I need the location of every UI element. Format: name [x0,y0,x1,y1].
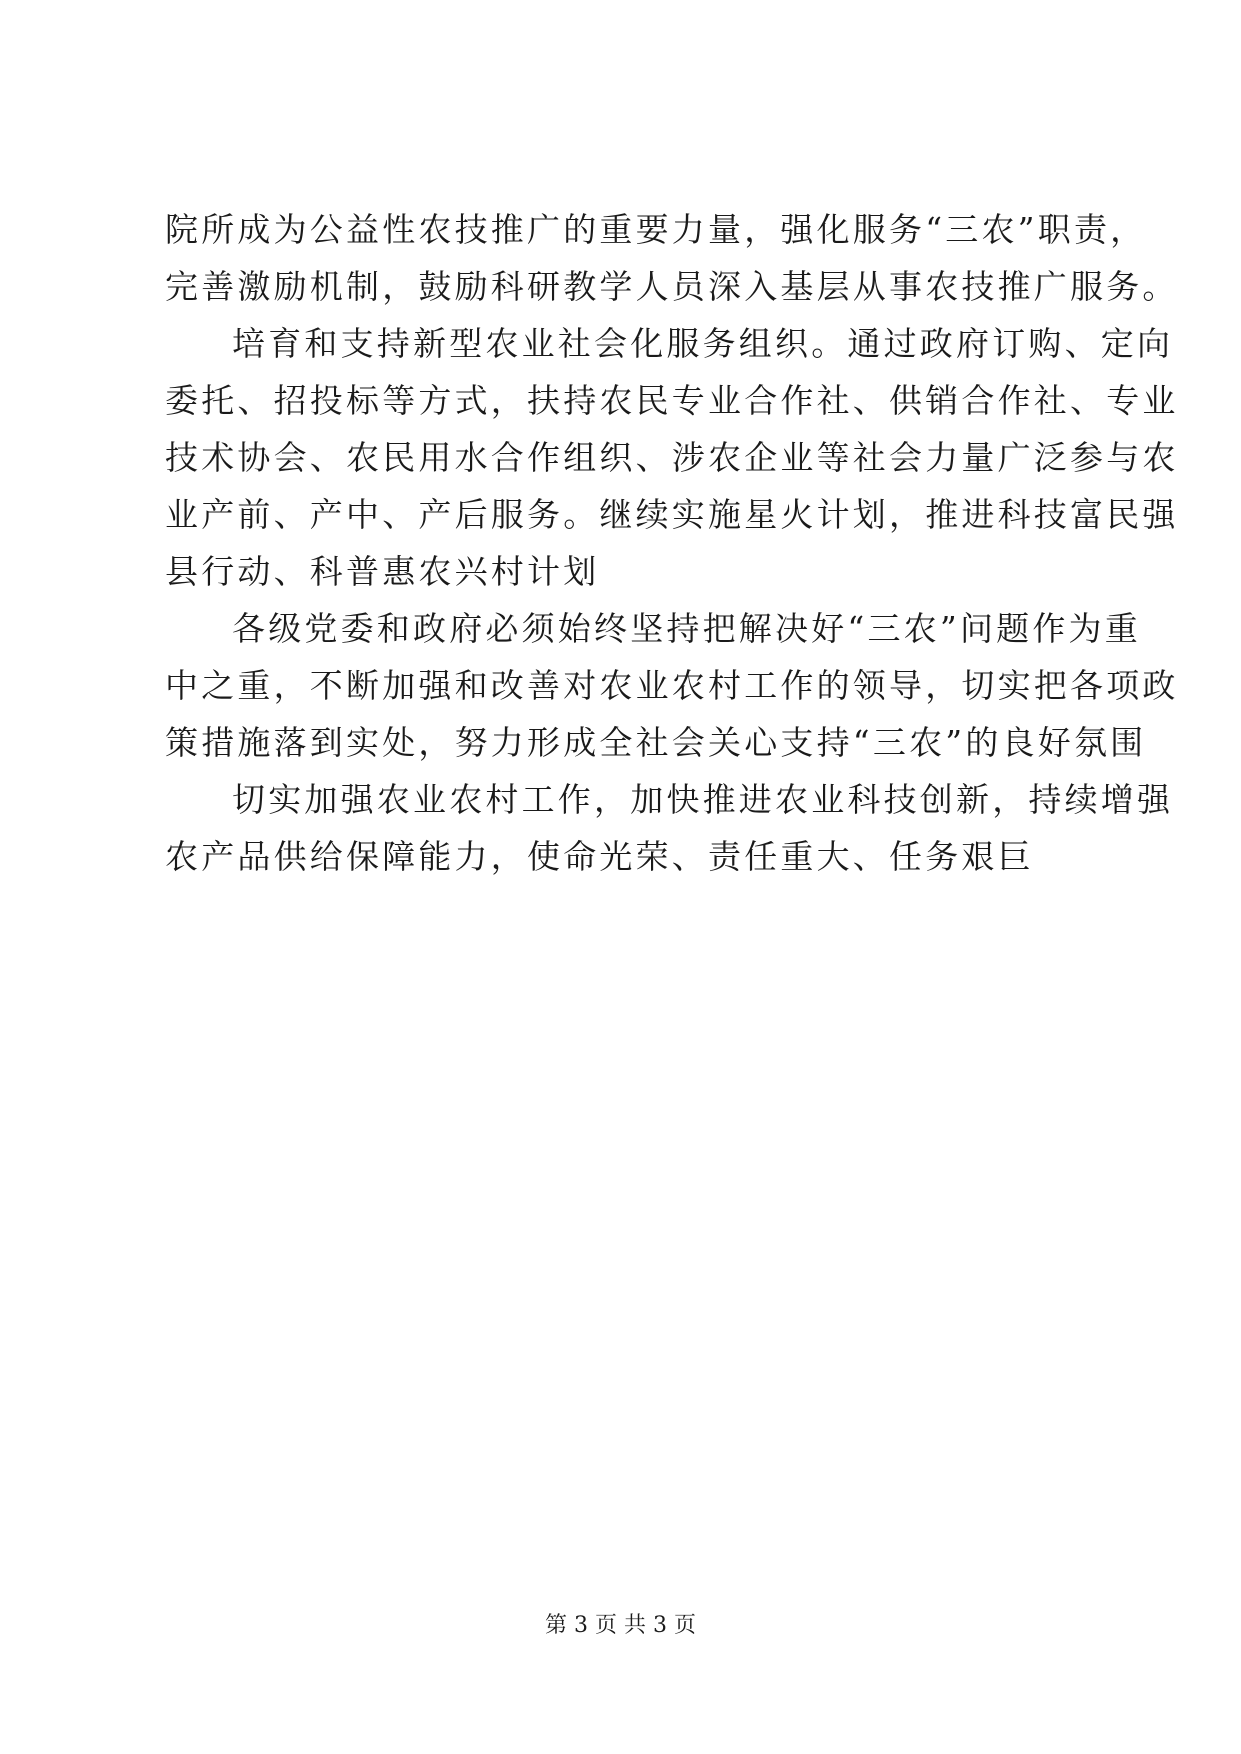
body-text-line: 院所成为公益性农技推广的重要力量，强化服务“三农”职责， [165,210,1147,249]
paragraph-first-line: 培育和支持新型农业社会化服务组织。通过政府订购、定向 [232,324,1174,363]
body-text-line: 业产前、产中、产后服务。继续实施星火计划，推进科技富民强 [165,495,1179,534]
paragraph-first-line: 切实加强农业农村工作，加快推进农业科技创新，持续增强 [232,780,1174,819]
body-text-line: 完善激励机制，鼓励科研教学人员深入基层从事农技推广服务。 [165,267,1179,306]
body-text-line: 委托、招投标等方式，扶持农民专业合作社、供销合作社、专业 [165,381,1179,420]
page-number-footer: 第 3 页 共 3 页 [545,1613,696,1638]
paragraph-first-line: 各级党委和政府必须始终坚持把解决好“三农”问题作为重 [232,609,1141,648]
body-text-line: 县行动、科普惠农兴村计划 [165,552,600,591]
body-text-line: 中之重，不断加强和改善对农业农村工作的领导，切实把各项政 [165,666,1179,705]
body-text-line: 农产品供给保障能力，使命光荣、责任重大、任务艰巨 [165,837,1034,876]
body-text-line: 策措施落到实处，努力形成全社会关心支持“三农”的良好氛围 [165,723,1147,762]
body-text-line: 技术协会、农民用水合作组织、涉农企业等社会力量广泛参与农 [165,438,1179,477]
